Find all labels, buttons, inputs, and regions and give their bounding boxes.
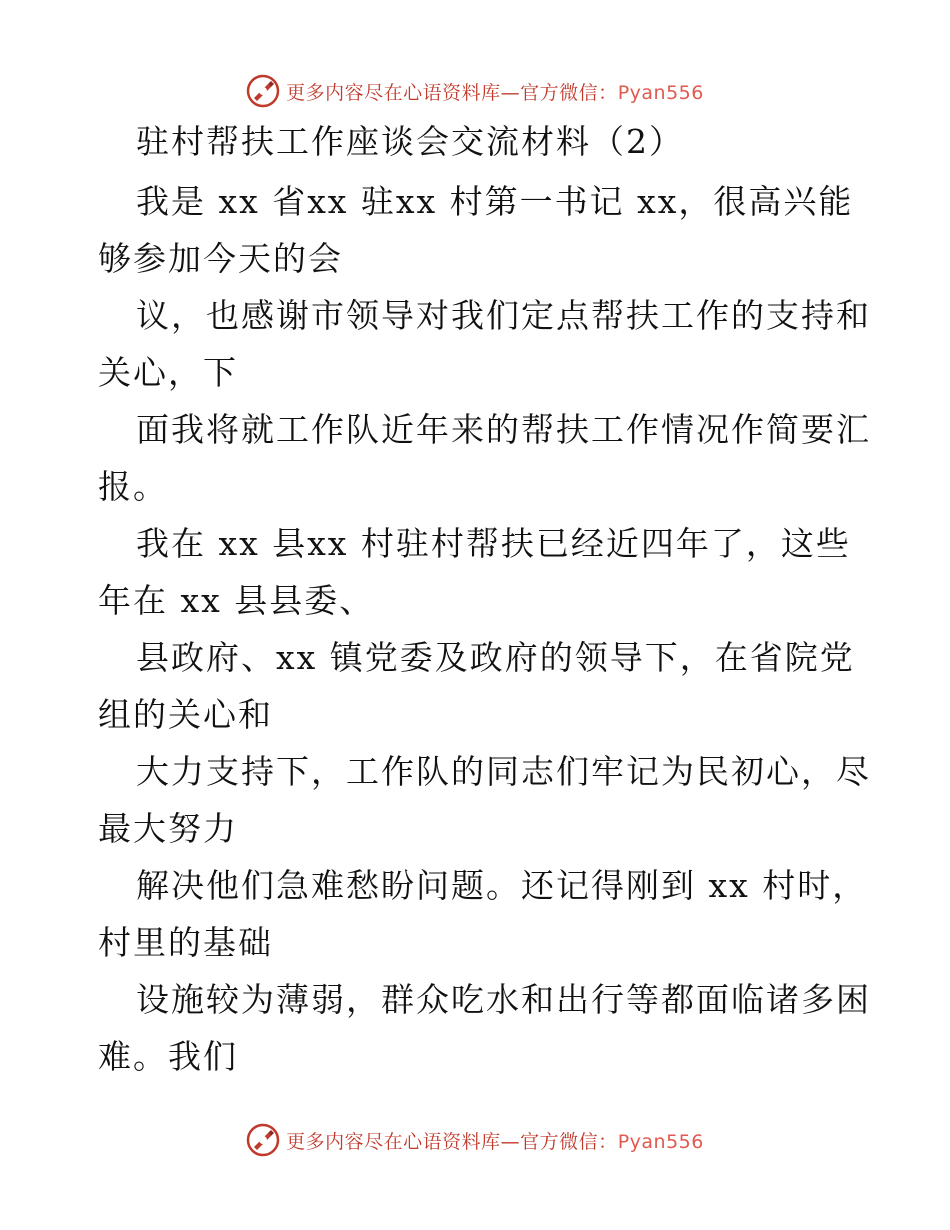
paragraph-line: 大力支持下，工作队的同志们牢记为民初心，尽 xyxy=(136,752,871,791)
banner-text xyxy=(286,1127,704,1154)
banner-separator: — xyxy=(500,1130,521,1153)
header-banner xyxy=(0,71,950,111)
banner-suffix: 官方微信： xyxy=(520,1130,618,1153)
banner-suffix: 官方微信： xyxy=(520,81,618,104)
paragraph-line: 组的关心和 xyxy=(98,695,273,734)
paragraph-line: 最大努力 xyxy=(98,809,238,848)
banner-site-name: 更多内容尽在心语资料库 xyxy=(286,81,501,104)
paragraph-line: 年在 xx 县县委、 xyxy=(98,581,375,620)
banner-text xyxy=(286,78,704,105)
paragraph-line: 够参加今天的会 xyxy=(98,239,343,278)
paragraph-line: 关心，下 xyxy=(98,353,238,392)
banner-site-name: 更多内容尽在心语资料库 xyxy=(286,1130,501,1153)
footer-banner xyxy=(0,1120,950,1160)
banner-wechat-id: Pyan556 xyxy=(617,1130,704,1153)
paragraph-line: 我是 xx 省xx 驻xx 村第一书记 xx，很高兴能 xyxy=(136,182,854,221)
paragraph-line: 解决他们急难愁盼问题。还记得刚到 xx 村时， xyxy=(136,866,868,905)
paragraph-line: 我在 xx 县xx 村驻村帮扶已经近四年了，这些 xyxy=(136,524,851,563)
paragraph-line: 县政府、xx 镇党委及政府的领导下，在省院党 xyxy=(136,638,855,677)
document-title: 驻村帮扶工作座谈会交流材料（2） xyxy=(136,122,684,161)
pen-logo-icon xyxy=(246,74,280,108)
banner-separator: — xyxy=(500,81,521,104)
paragraph-line: 议，也感谢市领导对我们定点帮扶工作的支持和 xyxy=(136,296,871,335)
paragraph-line: 村里的基础 xyxy=(98,923,273,962)
banner-wechat-id: Pyan556 xyxy=(617,81,704,104)
paragraph-line: 设施较为薄弱，群众吃水和出行等都面临诸多困 xyxy=(136,980,871,1019)
pen-logo-icon xyxy=(246,1123,280,1157)
paragraph-line: 难。我们 xyxy=(98,1037,238,1076)
paragraph-line: 面我将就工作队近年来的帮扶工作情况作简要汇 xyxy=(136,410,871,449)
paragraph-line: 报。 xyxy=(98,467,168,506)
